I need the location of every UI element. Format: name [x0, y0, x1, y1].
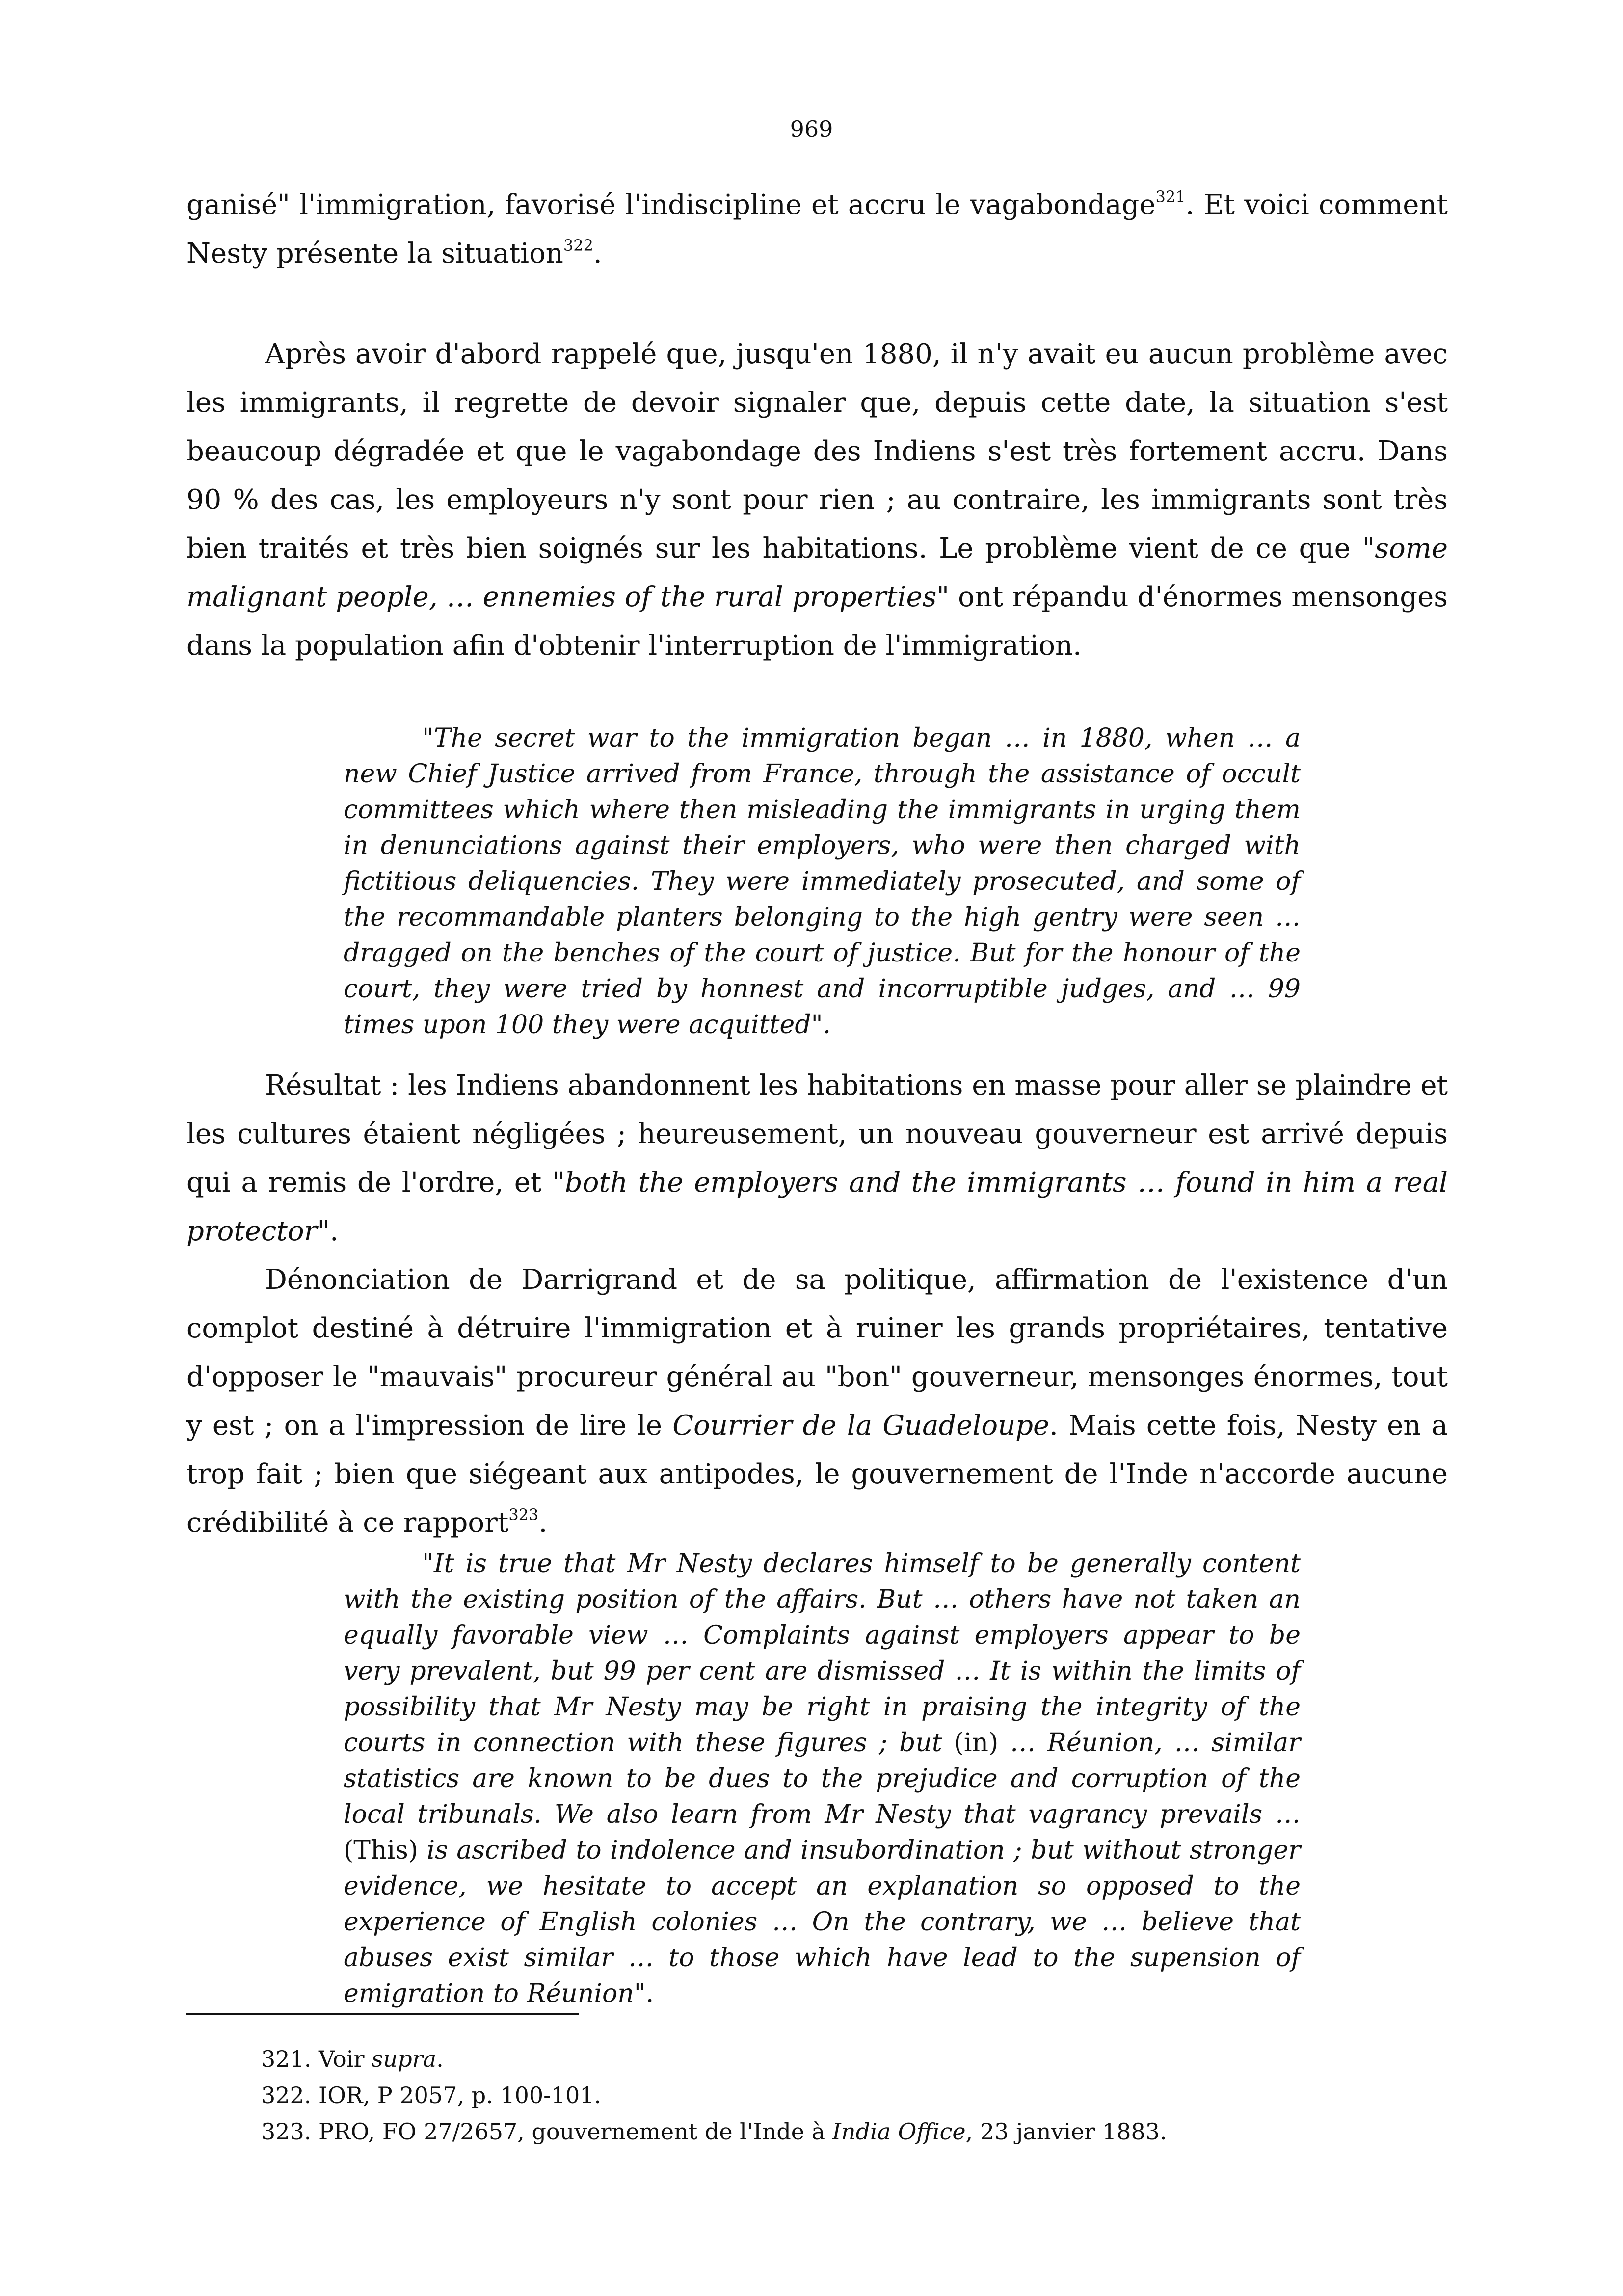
footnote-ref-322[interactable]: 322	[563, 236, 593, 255]
footnote-323-part-a: 323. PRO, FO 27/2657, gouvernement de l'Inde à	[261, 2118, 832, 2145]
footnote-321-number: 321. Voir	[261, 2046, 372, 2072]
paragraph-2-text	[186, 330, 1448, 670]
footnote-321-italic: supra	[372, 2046, 437, 2072]
paragraph-2-english-quote: some malignant people, … ennemies of the rural properties	[186, 533, 1448, 613]
paragraph-4-part-c: .	[538, 1507, 548, 1539]
block-quote-2-part-e: is ascribed to indolence and insubordination ; but without stronger evidence, we hesitate to accept an explanation so opposed to the experience of English colonies … On the contrary, we … believe that abuses exist similar … to those which have lead to the supension of emigration to Réunion	[344, 1836, 1301, 2008]
paragraph-3-part-a: Résultat : les Indiens abandonnent les habitations en masse pour aller se plaindre et les cultures étaient négligées ; heureusement, un nouveau gouverneur est arrivé depuis qui a remis de l'ordre, et "	[186, 1069, 1448, 1199]
paragraph-4-title-reference: Courrier de la Guadeloupe	[672, 1410, 1050, 1442]
footnote-321	[261, 2041, 1390, 2077]
paragraph-4-part-b: . Mais cette fois, Nesty en a trop fait ; bien que siégeant aux antipodes, le gouvernement de l'Inde n'accorde aucune crédibilité à ce rapport	[186, 1410, 1448, 1539]
footnote-ref-321[interactable]: 321	[1155, 187, 1186, 206]
block-quote-2	[344, 1546, 1301, 2012]
footnote-323-italic: India Office	[832, 2118, 966, 2145]
block-quote-2-closing: ".	[634, 1979, 654, 2008]
block-quote-2-part-a: "It is true that Mr Nesty declares himself to be generally content with the existing position of the affairs. But … others have not taken an equally favorable view … Complaints against employers appear to be very prevalent, but 99 per cent are dismissed … It is within the limits of possibility that Mr Nesty may be right in praising the integrity of the courts in connection with these figures ; but	[344, 1549, 1301, 1758]
paragraph-2-part-b: " ont répandu d'énormes mensonges dans la population afin d'obtenir l'interruption de l'immigration.	[186, 581, 1448, 662]
paragraph-4-part-a: Dénonciation de Darrigrand et de sa politique, affirmation de l'existence d'un complot destiné à détruire l'immigration et à ruiner les grands propriétaires, tentative d'opposer le "mauvais" procureur général au "bon" gouverneur, mensonges énormes, tout y est ; on a l'impression de lire le	[186, 1264, 1448, 1442]
block-quote-2-editorial-in: (in)	[954, 1728, 999, 1758]
paragraph-2	[186, 330, 1448, 670]
paragraph-2-part-a: Après avoir d'abord rappelé que, jusqu'en 1880, il n'y avait eu aucun problème avec les immigrants, il regrette de devoir signaler que, depuis cette date, la situation s'est beaucoup dégradée et que le vagabondage des Indiens s'est très fortement accru. Dans 90 % des cas, les employeurs n'y sont pour rien ; au contraire, les immigrants sont très bien traités et très bien soignés sur les habitations. Le problème vient de ce que "	[186, 338, 1448, 564]
block-quote-2-part-c: … Réunion, … similar statistics are known to be dues to the prejudice and corruption of the local tribunals. We also learn from Mr Nesty that vagrancy prevails …	[344, 1728, 1301, 1829]
footnote-321-end: .	[436, 2046, 444, 2072]
paragraph-3-text	[186, 1061, 1448, 1255]
paragraph-1	[186, 181, 1448, 278]
footnote-separator	[186, 2013, 579, 2015]
paragraph-1-part-a: ganisé" l'immigration, favorisé l'indiscipline et accru le vagabondage	[186, 189, 1156, 221]
block-quote-1: "The secret war to the immigration began … in 1880, when … a new Chief Justice arrived from France, through the assistance of occult committees which where then misleading the immigrants in urging them in denunciations against their employers, who were then charged with fictitious deliquencies. They were immediately prosecuted, and some of the recommandable planters belonging to the high gentry were seen … dragged on the benches of the court of justice. But for the honour of the court, they were tried by honnest and incorruptible judges, and … 99 times upon 100 they were acquitted".	[344, 723, 1301, 1040]
page-number: 969	[790, 116, 833, 142]
footnote-323	[261, 2113, 1390, 2150]
paragraph-1-part-b: . Et voici comment Nesty présente la situation	[186, 189, 1448, 269]
paragraph-3-english-quote: both the employers and the immigrants … found in him a real protector	[186, 1167, 1448, 1247]
paragraph-1-part-c: .	[593, 238, 602, 269]
paragraph-3	[186, 1061, 1448, 1255]
footnote-322: 322. IOR, P 2057, p. 100-101.	[261, 2082, 602, 2109]
block-quote-2-editorial-this: (This)	[344, 1836, 419, 1865]
paragraph-1-text	[186, 181, 1448, 278]
footnote-323-part-b: , 23 janvier 1883.	[965, 2118, 1167, 2145]
paragraph-4	[186, 1255, 1448, 1547]
footnote-ref-323[interactable]: 323	[508, 1505, 539, 1524]
paragraph-3-part-b: ".	[317, 1215, 339, 1247]
footnotes	[261, 2041, 1390, 2150]
paragraph-4-text	[186, 1255, 1448, 1547]
